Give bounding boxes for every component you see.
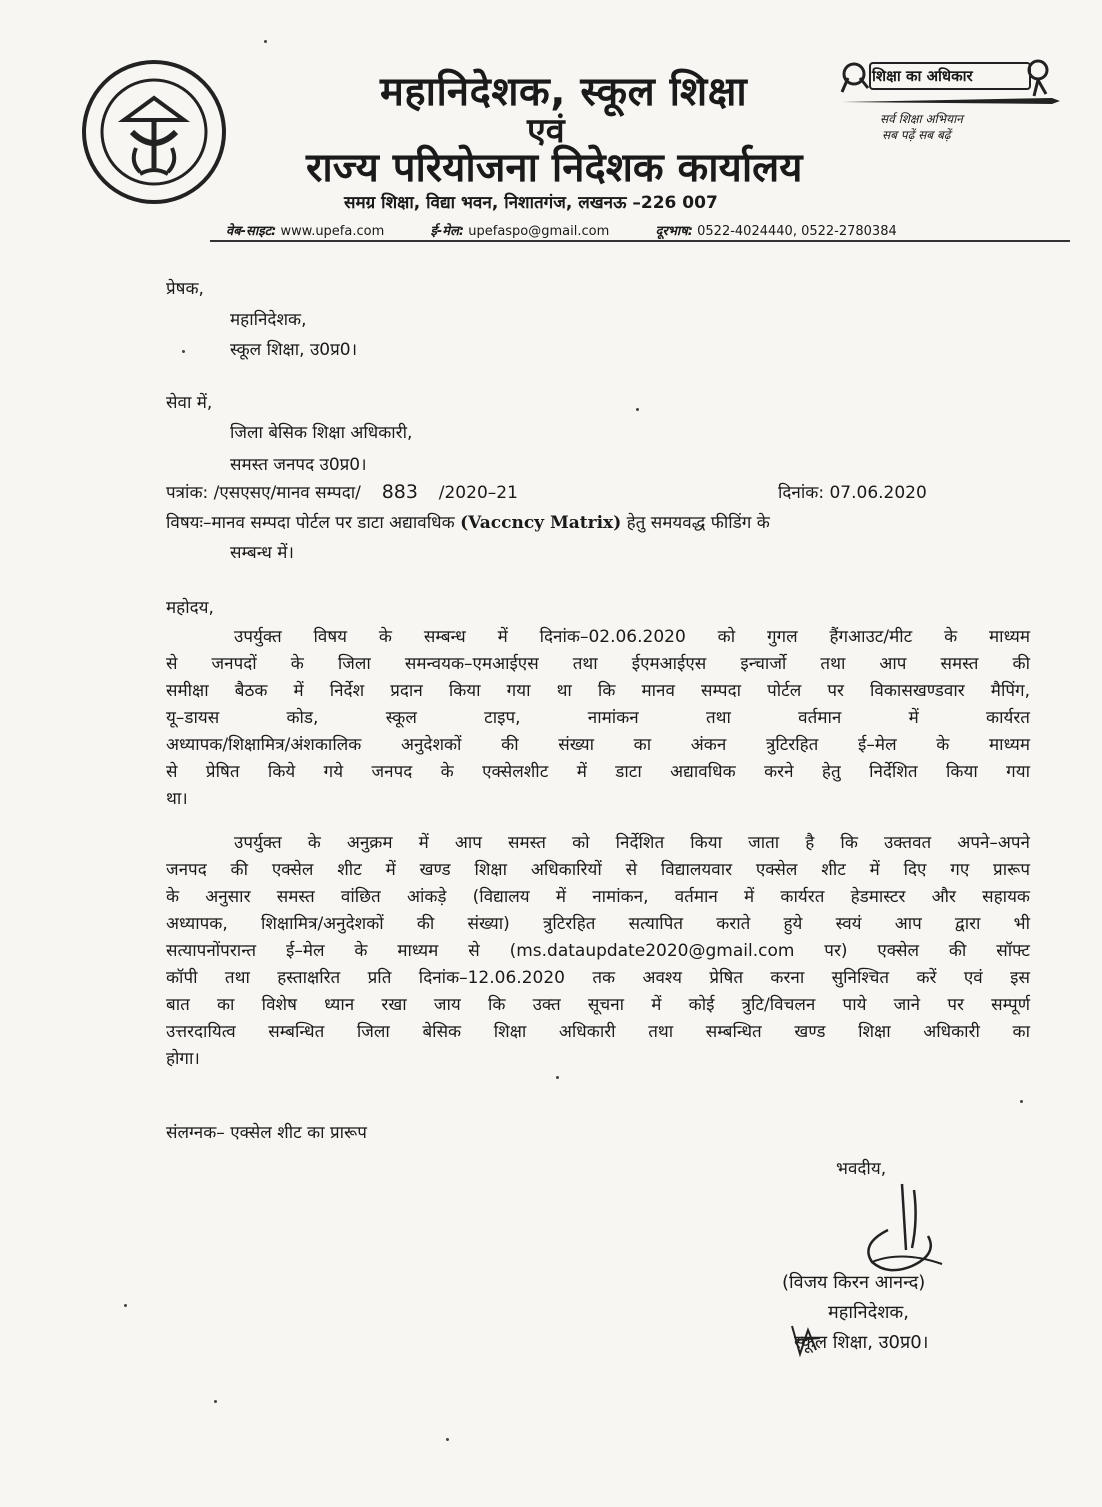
- sender-designation: महानिदेशक,: [230, 310, 307, 330]
- reference-part1: /एसएसए/मानव सम्पदा/: [213, 483, 361, 503]
- paragraph-line: अध्यापक, शिक्षामित्र/अनुदेशकों की संख्या) त्रुटिरहित सत्यापित कराते हुये स्वयं आप द्वारा भी: [166, 914, 1030, 934]
- paragraph-line: कॉपी तथा हस्ताक्षरित प्रति दिनांक–12.06.2020 तक अवश्य प्रेषित करना सुनिश्चित करें एवं इस: [166, 968, 1030, 988]
- scan-speck: [636, 408, 639, 411]
- paragraph-line: उत्तरदायित्व सम्बन्धित जिला बेसिक शिक्षा अधिकारी तथा सम्बन्धित खण्ड शिक्षा अधिकारी का: [166, 1022, 1030, 1042]
- paragraph-line: से प्रेषित किये गये जनपद के एक्सेलशीट में डाटा अद्यावधिक करने हेतु निर्देशित किया गया: [166, 762, 1030, 782]
- reference-line: [166, 480, 518, 503]
- body-paragraph-2: [166, 830, 1030, 1073]
- email-link[interactable]: upefaspo@gmail.com: [468, 224, 610, 239]
- paragraph-line: जनपद की एक्सेल शीट में खण्ड शिक्षा अधिकारियों से विद्यालयवार एक्सेल शीट में दिए गए प्रारूप: [166, 860, 1030, 880]
- scan-speck: [264, 40, 267, 43]
- sender-label: प्रेषक,: [166, 279, 204, 299]
- scan-speck: [182, 350, 185, 353]
- letterhead-office-title: राज्य परियोजना निदेशक कार्यालय: [306, 145, 803, 191]
- subject-continuation: सम्बन्ध में।: [230, 543, 294, 563]
- subject-line: [166, 510, 770, 533]
- website-label: वेब-साइट:: [226, 224, 277, 239]
- subject-suffix: हेतु समयवद्ध फीडिंग के: [626, 513, 770, 533]
- reference-date: [778, 480, 927, 503]
- date-value: 07.06.2020: [829, 483, 927, 503]
- body-paragraph-1: [166, 624, 1030, 813]
- signatory-department: स्कूल शिक्षा, उ0प्र0।: [794, 1332, 929, 1353]
- paragraph-line: से जनपदों के जिला समन्वयक–एमआईएस तथा ईएमआईएस इन्चार्जो तथा आप समस्त की: [166, 654, 1030, 674]
- email-label: ई-मेल:: [430, 224, 465, 239]
- paragraph-line: उपर्युक्त के अनुक्रम में आप समस्त को निर्देशित किया जाता है कि उक्तवत अपने–अपने: [234, 833, 1030, 853]
- subject-prefix: विषयः–मानव सम्पदा पोर्टल पर डाटा अद्यावधिक: [166, 513, 455, 533]
- salutation: महोदय,: [166, 598, 214, 618]
- reference-number: 883: [381, 481, 418, 503]
- paragraph-line: अध्यापक/शिक्षामित्र/अंशकालिक अनुदेशकों की संख्या का अंकन त्रुटिरहित ई–मेल के माध्यम: [166, 735, 1030, 755]
- scan-speck: [1020, 1100, 1023, 1103]
- letterhead-title: महानिदेशक, स्कूल शिक्षा: [380, 69, 748, 115]
- letterhead-divider: [210, 240, 1070, 242]
- scan-speck: [124, 1304, 127, 1307]
- paragraph-line: के अनुसार समस्त वांछित आंकड़े (विद्यालय में नामांकन, वर्तमान में कार्यरत हेडमास्टर और सहायक: [166, 887, 1030, 907]
- scan-speck: [446, 1438, 449, 1441]
- recipient-district: समस्त जनपद उ0प्र0।: [230, 455, 367, 475]
- up-government-emblem-icon: [80, 58, 228, 206]
- paragraph-line: यू–डायस कोड, स्कूल टाइप, नामांकन तथा वर्तमान में कार्यरत: [166, 708, 1030, 728]
- paragraph-line: उपर्युक्त विषय के सम्बन्ध में दिनांक–02.06.2020 को गुगल हैंगआउट/मीट के माध्यम: [234, 627, 1030, 647]
- right-logo-tagline: सब पढ़ें सब बढ़ें: [882, 128, 951, 142]
- paragraph-line: होगा।: [166, 1049, 200, 1069]
- scan-speck: [214, 1400, 217, 1403]
- signatory-designation: महानिदेशक,: [828, 1302, 909, 1323]
- recipient-label: सेवा में,: [166, 393, 213, 413]
- paragraph-line: सत्यापनोंपरान्त ई–मेल के माध्यम से (ms.dataupdate2020@gmail.com पर) एक्सेल की सॉफ्ट: [166, 941, 1030, 961]
- valediction: भवदीय,: [836, 1159, 887, 1179]
- signatory-name: (विजय किरन आनन्द): [782, 1272, 926, 1293]
- paragraph-line: था।: [166, 789, 188, 809]
- right-logo-title: शिक्षा का अधिकार: [872, 67, 973, 85]
- sender-department: स्कूल शिक्षा, उ0प्र0।: [230, 340, 358, 360]
- scan-speck: [556, 1076, 559, 1079]
- initial-mark-icon: [786, 1320, 826, 1360]
- letterhead-address: समग्र शिक्षा, विद्या भवन, निशातगंज, लखनऊ –226 007: [344, 193, 718, 213]
- recipient-designation: जिला बेसिक शिक्षा अधिकारी,: [230, 423, 413, 443]
- reference-label: पत्रांक:: [166, 483, 209, 503]
- phone-label: दूरभाष:: [655, 224, 693, 239]
- paragraph-line: बात का विशेष ध्यान रखा जाय कि उक्त सूचना में कोई त्रुटि/विचलन पाये जाने पर सम्पूर्ण: [166, 995, 1030, 1015]
- right-logo-subtitle: सर्व शिक्षा अभियान: [880, 112, 963, 126]
- letterhead-conjunction: एवं: [527, 111, 565, 151]
- date-label: दिनांक:: [778, 483, 825, 503]
- letterhead-contact: [226, 221, 897, 239]
- reference-part2: /2020–21: [438, 483, 518, 503]
- subject-english-term: (Vaccncy Matrix): [460, 513, 622, 533]
- website-link[interactable]: www.upefa.com: [280, 224, 385, 239]
- phone-number: 0522-4024440, 0522-2780384: [697, 224, 897, 239]
- paragraph-line: समीक्षा बैठक में निर्देश प्रदान किया गया था कि मानव सम्पदा पोर्टल पर विकासखण्डवार मैपिंग,: [166, 681, 1030, 701]
- enclosure-note: संलग्नक– एक्सेल शीट का प्रारूप: [166, 1123, 367, 1143]
